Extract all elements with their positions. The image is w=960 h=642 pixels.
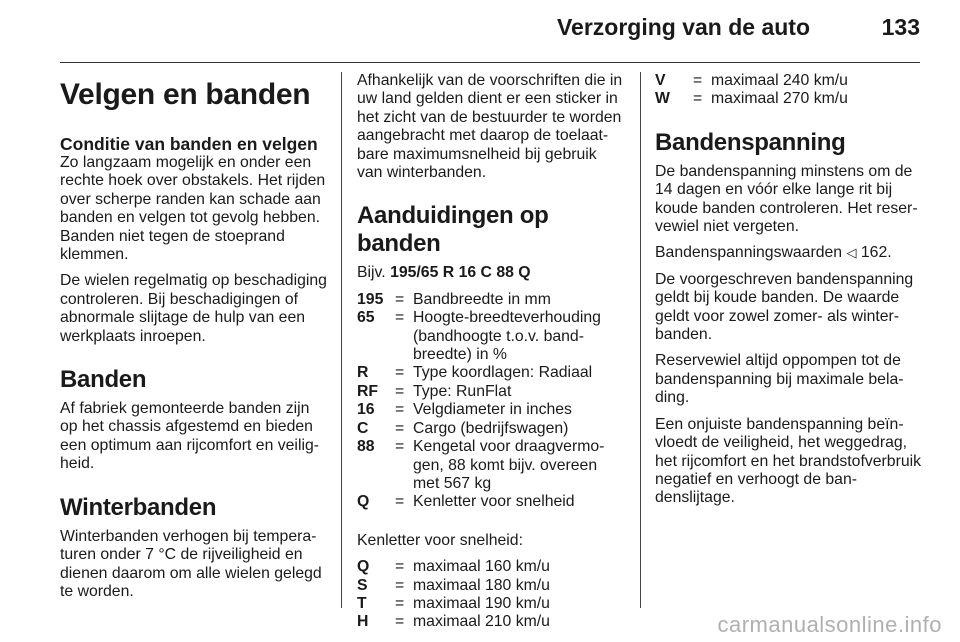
list-item <box>357 558 625 576</box>
code-term: V <box>655 72 666 89</box>
code-term: Q <box>357 493 370 511</box>
code-description: Cargo (bedrijfswagen) <box>413 419 569 437</box>
speed-code-list <box>357 558 625 632</box>
code-description: Bandbreedte in mm <box>413 290 551 308</box>
chapter-title: Verzorging van de auto <box>556 14 810 40</box>
paragraph: Een onjuiste bandenspanning beïnvloedt de veiligheid, het weggedrag, het rijcomfort en het brandstofverbruik negatief en verhoogt de bandenslijtage. <box>655 415 922 507</box>
list-item <box>655 72 925 90</box>
equals-sign: = <box>395 364 405 382</box>
cross-reference[interactable] <box>655 244 925 262</box>
code-term: R <box>357 364 369 382</box>
code-term: RF <box>357 382 379 400</box>
code-description: Hoogte-breedteverhouding (bandhoogte t.o.v. bandbreedte) in % <box>413 309 601 364</box>
code-description: Type: RunFlat <box>413 382 512 400</box>
list-item <box>357 420 625 438</box>
subsection-heading: Aanduidingen op banden <box>357 202 549 258</box>
equals-sign: = <box>693 90 703 108</box>
list-item <box>357 438 625 493</box>
column-1 <box>60 72 330 609</box>
page-number: 133 <box>881 14 920 40</box>
paragraph: De bandenspanning minstens om de 14 dagen en vóór elke lange rit bij koude banden controleren. Het reservewiel niet vergeten. <box>655 162 918 236</box>
code-description: maximaal 240 km/u <box>711 72 848 89</box>
list-item <box>357 577 625 595</box>
equals-sign: = <box>395 438 405 456</box>
equals-sign: = <box>395 613 405 631</box>
speed-code-list <box>655 72 925 109</box>
paragraph: De voorgeschreven bandenspanning geldt bij koude banden. De waarde geldt voor zowel zomer- als winterbanden. <box>655 270 914 344</box>
arrow-icon: ◁ <box>846 245 857 261</box>
column-divider <box>640 72 641 608</box>
column-divider <box>341 72 342 608</box>
equals-sign: = <box>395 382 405 400</box>
list-item <box>357 383 625 401</box>
subsection-heading: Banden <box>60 366 147 394</box>
paragraph: Afhankelijk van de voorschriften die in uw land gelden dient er een sticker in het zicht van de bestuurder te worden aangebracht met daarop de toelaatbare maximumsnelheid bij gebruik van winterbanden. <box>357 72 623 182</box>
equals-sign: = <box>395 493 405 511</box>
paragraph: De wielen regelmatig op beschadiging controleren. Bij beschadigingen of abnormale slijtage de hulp van een werkplaats inroepen. <box>60 272 327 345</box>
subsection-heading: Bandenspanning <box>655 128 846 156</box>
page-reference[interactable]: 162. <box>860 244 892 262</box>
example-code: 195/65 R 16 C 88 Q <box>390 264 531 282</box>
code-term: T <box>357 594 367 612</box>
list-item <box>357 613 625 631</box>
subsection-heading: Conditie van banden en velgen <box>60 134 318 154</box>
equals-sign: = <box>395 576 405 594</box>
code-description: maximaal 160 km/u <box>413 558 550 576</box>
tyre-example <box>357 264 625 282</box>
code-description: maximaal 180 km/u <box>413 576 550 594</box>
list-item <box>357 401 625 419</box>
code-description: Type koordlagen: Radiaal <box>413 364 593 382</box>
subsection-heading: Winterbanden <box>60 493 217 521</box>
code-description: maximaal 190 km/u <box>413 594 550 612</box>
equals-sign: = <box>395 309 405 327</box>
code-term: 65 <box>357 309 375 327</box>
code-term: C <box>357 419 369 437</box>
reference-label: Bandenspanningswaarden <box>655 244 843 262</box>
paragraph: Winterbanden verhogen bij temperaturen onder 7 °C de rijveiligheid en dienen daarom om alle wielen gelegd te worden. <box>60 527 322 600</box>
equals-sign: = <box>395 290 405 308</box>
column-3 <box>655 72 925 516</box>
code-description: Kenletter voor snelheid <box>413 493 575 511</box>
equals-sign: = <box>395 419 405 437</box>
code-term: H <box>357 613 369 631</box>
code-term: S <box>357 576 368 594</box>
code-term: Q <box>357 558 370 576</box>
equals-sign: = <box>395 401 405 419</box>
code-term: 88 <box>357 438 375 456</box>
section-title: Velgen en banden <box>60 78 311 111</box>
column-2 <box>357 72 625 640</box>
equals-sign: = <box>693 72 703 89</box>
list-item <box>357 493 625 511</box>
paragraph: Kenletter voor snelheid: <box>357 531 523 549</box>
list-item <box>357 309 625 364</box>
list-item <box>655 90 925 108</box>
tyre-code-list <box>357 291 625 512</box>
list-item <box>357 595 625 613</box>
watermark-url: carmanualsonline.info <box>717 612 942 637</box>
paragraph: Reservewiel altijd oppompen tot de bandenspanning bij maximale belading. <box>655 352 904 407</box>
code-description: maximaal 270 km/u <box>711 90 848 108</box>
code-term: W <box>655 90 670 108</box>
list-item <box>357 291 625 309</box>
code-description: Kengetal voor draagvermogen, 88 komt bijv. overeen met 567 kg <box>413 438 605 492</box>
equals-sign: = <box>395 558 405 576</box>
equals-sign: = <box>395 594 405 612</box>
code-description: maximaal 210 km/u <box>413 613 550 631</box>
code-term: 16 <box>357 401 375 419</box>
page-header <box>60 0 920 63</box>
code-description: Velgdiameter in inches <box>413 401 572 419</box>
list-item <box>357 364 625 382</box>
code-term: 195 <box>357 290 384 308</box>
paragraph: Zo langzaam mogelijk en onder een rechte hoek over obstakels. Het rijden over scherpe randen kan schade aan banden en velgen tot gevolg hebben. Banden niet tegen de stoeprand klemmen. <box>60 154 326 264</box>
paragraph: Af fabriek gemonteerde banden zijn op het chassis afgestemd en bieden een optimum aan rijcomfort en veiligheid. <box>60 400 320 473</box>
example-label: Bijv. <box>357 264 386 282</box>
